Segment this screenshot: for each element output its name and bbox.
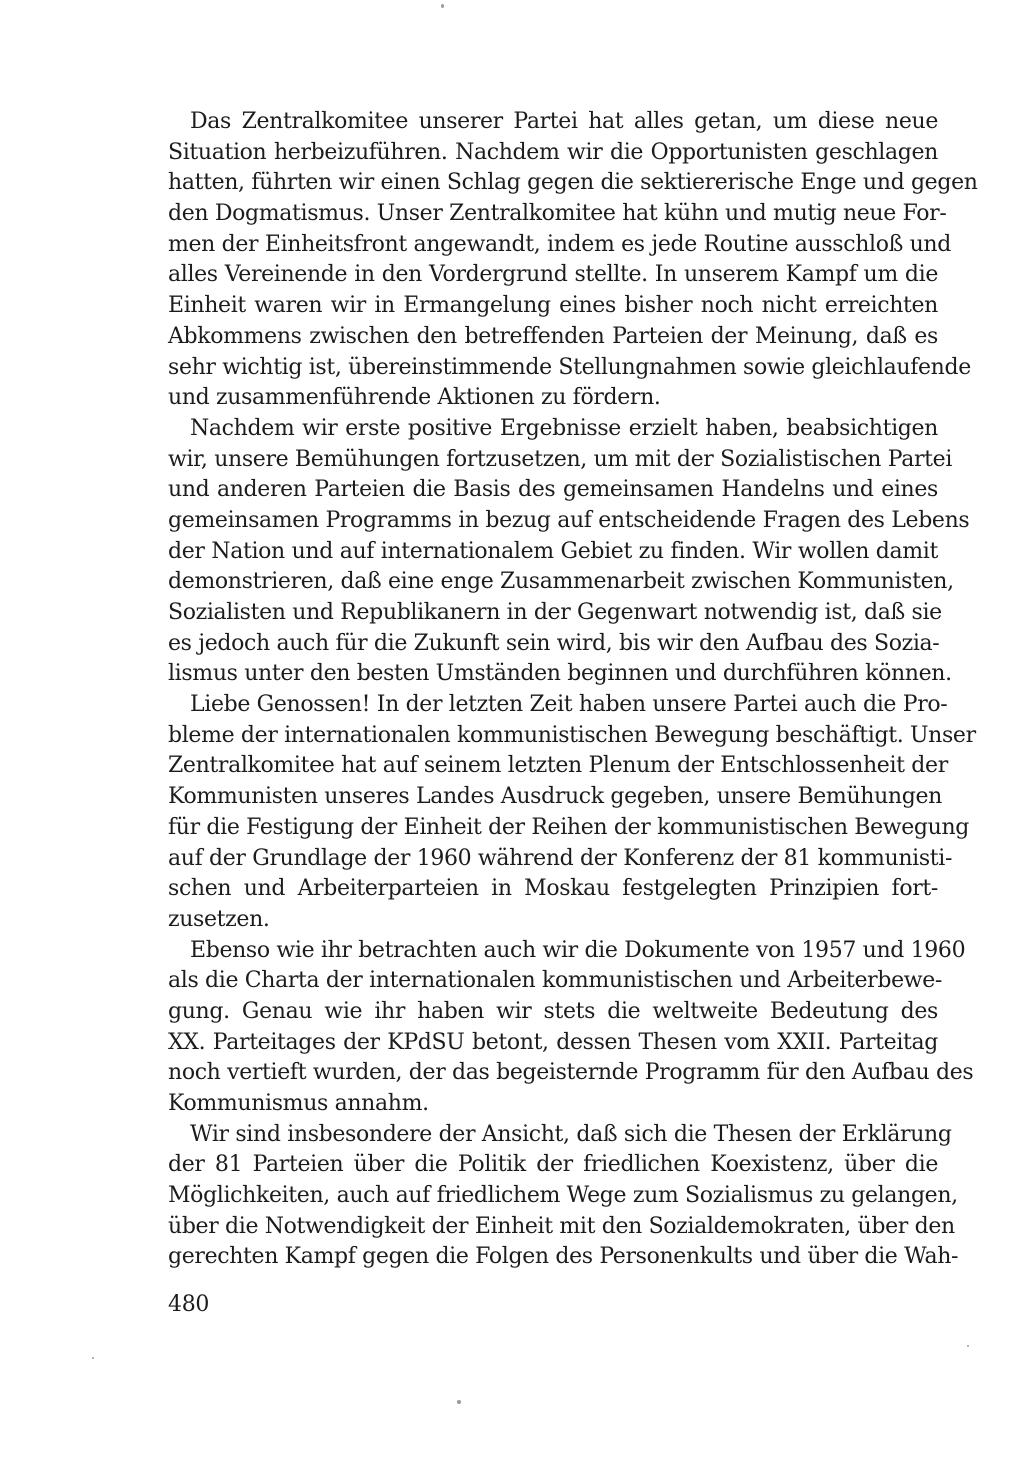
text-line: Ebenso wie ihr betrachten auch wir die Dokumente von 1957 und 1960 — [190, 937, 966, 963]
text-line: gemeinsamen Programms in bezug auf entscheidende Fragen des Lebens — [168, 507, 970, 533]
text-line: alles Vereinende in den Vordergrund stellte. In unserem Kampf um die — [168, 262, 938, 288]
text-line: wir, unsere Bemühungen fortzusetzen, um mit der Sozialistischen Partei — [168, 446, 953, 472]
scan-speck — [967, 1345, 969, 1347]
text-line: Liebe Genossen! In der letzten Zeit haben unsere Partei auch die Pro- — [190, 692, 948, 718]
text-line: Nachdem wir erste positive Ergebnisse erzielt haben, beabsichtigen — [190, 415, 938, 441]
text-line: gung. Genau wie ihr haben wir stets die weltweite Bedeutung des — [168, 998, 938, 1024]
text-line: Zentralkomitee hat auf seinem letzten Plenum der Entschlossenheit der — [168, 753, 948, 779]
text-line: Situation herbeizuführen. Nachdem wir die Opportunisten geschlagen — [168, 139, 938, 165]
body-text — [168, 107, 978, 1273]
text-line: Wir sind insbesondere der Ansicht, daß sich die Thesen der Erklärung — [190, 1121, 952, 1147]
text-line: Möglichkeiten, auch auf friedlichem Wege zum Sozialismus zu gelangen, — [168, 1183, 958, 1209]
text-line: demonstrieren, daß eine enge Zusammenarbeit zwischen Kommunisten, — [168, 569, 954, 595]
scan-speck — [457, 1400, 461, 1404]
text-line: den Dogmatismus. Unser Zentralkomitee hat kühn und mutig neue For- — [168, 201, 947, 227]
text-line: men der Einheitsfront angewandt, indem es jede Routine ausschloß und — [168, 231, 951, 257]
text-line: hatten, führten wir einen Schlag gegen die sektiererische Enge und gegen — [168, 170, 978, 196]
text-line: der Nation und auf internationalem Gebiet zu finden. Wir wollen damit — [168, 538, 938, 564]
text-line: Einheit waren wir in Ermangelung eines bisher noch nicht erreichten — [168, 293, 938, 319]
text-line: und zusammenführende Aktionen zu fördern. — [168, 385, 661, 411]
text-line: und anderen Parteien die Basis des gemeinsamen Handelns und eines — [168, 477, 938, 503]
text-line: auf der Grundlage der 1960 während der Konferenz der 81 kommunisti- — [168, 845, 953, 871]
text-line: es jedoch auch für die Zukunft sein wird, bis wir den Aufbau des Sozia- — [168, 630, 940, 656]
text-line: lismus unter den besten Umständen beginnen und durchführen können. — [168, 661, 952, 687]
scan-speck — [441, 4, 444, 8]
text-line: Sozialisten und Republikanern in der Gegenwart notwendig ist, daß sie — [168, 600, 942, 625]
text-line: gerechten Kampf gegen die Folgen des Personenkults und über die Wah- — [168, 1244, 959, 1270]
text-line: Das Zentralkomitee unserer Partei hat alles getan, um diese neue — [190, 109, 938, 134]
text-line: sehr wichtig ist, übereinstimmende Stellungnahmen sowie gleichlaufende — [168, 354, 971, 380]
text-line: über die Notwendigkeit der Einheit mit den Sozialdemokraten, über den — [168, 1213, 955, 1239]
text-line: zusetzen. — [168, 906, 270, 932]
text-line: Kommunisten unseres Landes Ausdruck gegeben, unsere Bemühungen — [168, 784, 942, 810]
text-line: bleme der internationalen kommunistischen Bewegung beschäftigt. Unser — [168, 722, 976, 748]
text-line: XX. Parteitages der KPdSU betont, dessen Thesen vom XXII. Parteitag — [168, 1029, 938, 1055]
text-line: für die Festigung der Einheit der Reihen der kommunistischen Bewegung — [168, 814, 970, 840]
text-line: noch vertieft wurden, der das begeisternde Programm für den Aufbau des — [168, 1060, 974, 1086]
text-line: schen und Arbeiterparteien in Moskau festgelegten Prinzipien fort- — [168, 876, 938, 902]
scan-speck — [92, 1357, 94, 1359]
text-line: Abkommens zwischen den betreffenden Parteien der Meinung, daß es — [168, 323, 938, 349]
page-number: 480 — [168, 1292, 210, 1317]
text-line: der 81 Parteien über die Politik der friedlichen Koexistenz, über die — [168, 1152, 938, 1178]
text-line: Kommunismus annahm. — [168, 1091, 429, 1116]
text-line: als die Charta der internationalen kommunistischen und Arbeiterbewe- — [168, 968, 942, 994]
